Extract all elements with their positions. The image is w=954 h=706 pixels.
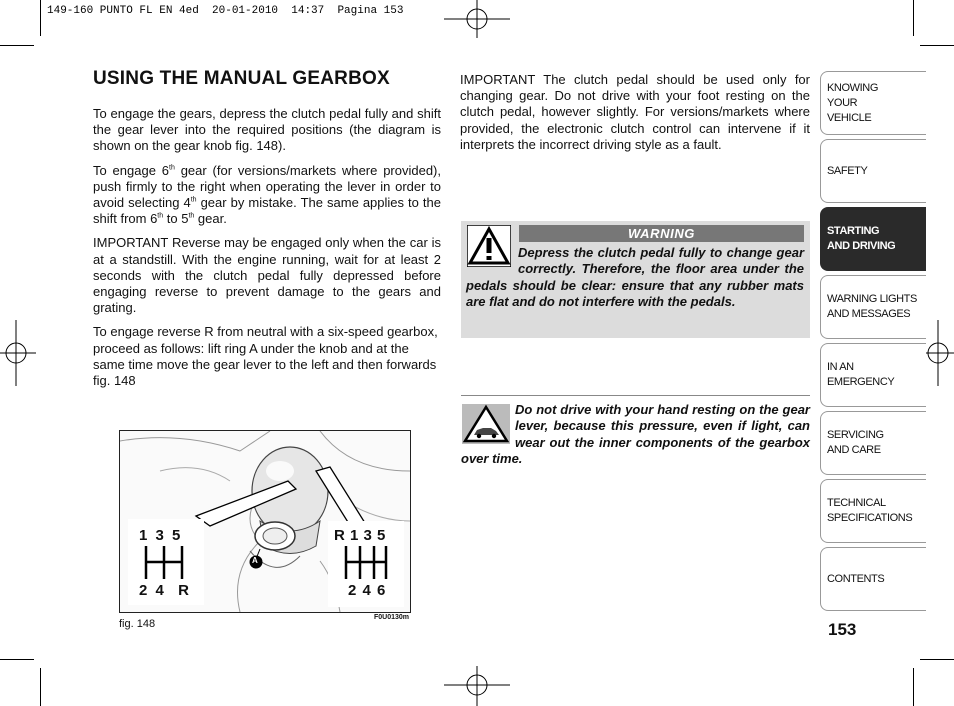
crop-mark [913, 0, 914, 36]
divider [461, 395, 810, 396]
paragraph-sixth-gear: To engage 6th gear (for versions/markets where provided), push firmly to the right when operating the lever in order to avoid selecting 4th gear by mistake. The same applies to the shift from 6th to 5th gear. [93, 162, 442, 227]
tab-starting-and-driving[interactable]: STARTING AND DRIVING [820, 207, 926, 271]
paragraph-reverse-procedure: To engage reverse R from neutral with a six-speed gearbox, proceed as follows: lift ring A under the knob and at the same time move the gear lever to the left and then forwards fig. 148 [93, 324, 438, 389]
paragraph-engage-gears: To engage the gears, depress the clutch pedal fully and shift the gear lever into the required positions (the diagram is shown on the gear knob fig. 148). [93, 106, 441, 154]
crop-mark [0, 659, 34, 660]
tab-servicing[interactable]: SERVICING AND CARE [820, 411, 926, 475]
figure-code: F0U0130m [374, 614, 410, 621]
paragraph-clutch-important: IMPORTANT The clutch pedal should be used only for changing gear. Do not drive with your foot resting on the clutch pedal, however slightly. For versions/markets where provided, the electronic clutch control can intervene if it interprets the incorrect driving style as a fault. [460, 72, 810, 152]
warning-label: WARNING [519, 225, 804, 242]
registration-mark-top [444, 0, 510, 40]
tab-technical-specifications[interactable]: TECHNICAL SPECIFICATIONS [820, 479, 926, 543]
crop-mark [913, 668, 914, 706]
paragraph-reverse-important: IMPORTANT Reverse may be engaged only when the car is at a standstill. With the engine running, wait for at least 2 seconds with the clutch pedal fully depressed before engaging reverse to prevent damage to the gears and grating. [93, 235, 441, 316]
crop-mark [40, 0, 41, 36]
caution-note: Do not drive with your hand resting on the gear lever, because this pressure, even if light, can wear out the inner components of the gearbox over time. [461, 402, 810, 466]
print-header: 149-160 PUNTO FL EN 4ed 20-01-2010 14:37 Pagina 153 [47, 5, 404, 17]
warning-box [461, 221, 810, 338]
gear-pattern-left-top: 1 3 5 [139, 527, 183, 544]
tab-emergency[interactable]: IN AN EMERGENCY [820, 343, 926, 407]
tab-knowing-your-vehicle[interactable]: KNOWING YOUR VEHICLE [820, 71, 926, 135]
ring-a-label: A [252, 556, 258, 565]
crop-mark [0, 45, 34, 46]
tab-contents[interactable]: CONTENTS [820, 547, 926, 611]
figure-caption: fig. 148 [119, 618, 156, 630]
gear-pattern-right-top: R 1 3 5 [334, 527, 386, 544]
warning-text: Depress the clutch pedal fully to change gear correctly. Therefore, the floor area under the pedals should be clear: ensure that any rubber mats are flat and do not interfere with the pedals. [466, 245, 804, 309]
gear-knob-illustration [119, 430, 411, 613]
crop-mark [40, 668, 41, 706]
page-number: 153 [828, 620, 857, 639]
section-title: USING THE MANUAL GEARBOX [93, 68, 390, 89]
crop-mark [920, 45, 954, 46]
crop-mark [920, 659, 954, 660]
gear-pattern-right-bottom: 2 4 6 [348, 582, 387, 599]
registration-mark-left [0, 320, 36, 386]
tab-warning-lights[interactable]: WARNING LIGHTS AND MESSAGES [820, 275, 926, 339]
tab-safety[interactable]: SAFETY [820, 139, 926, 203]
gear-pattern-left-bottom: 2 4 R [139, 582, 192, 599]
registration-mark-bottom [444, 666, 510, 706]
body-column-left [93, 106, 441, 397]
